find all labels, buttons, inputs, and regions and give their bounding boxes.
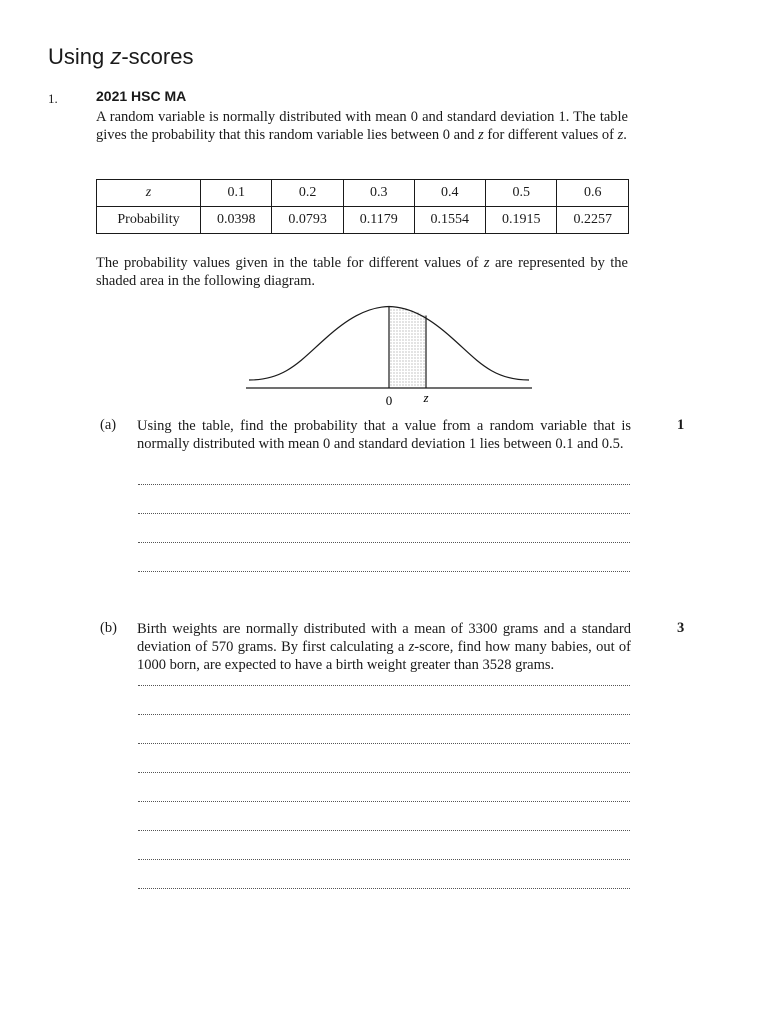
question-source: 2021 HSC MA <box>96 88 187 104</box>
table-cell: 0.0793 <box>272 207 343 234</box>
table-cell: 0.1179 <box>343 207 414 234</box>
answer-line[interactable] <box>138 484 630 485</box>
probability-table <box>96 179 629 234</box>
table-cell: 0.2257 <box>557 207 629 234</box>
answer-line[interactable] <box>138 743 630 744</box>
table-cell: 0.1 <box>201 180 272 207</box>
table-header-z: z <box>97 180 201 207</box>
part-b-label: (b) <box>100 620 117 636</box>
part-b-marks: 3 <box>677 620 685 636</box>
table-header-probability: Probability <box>97 207 201 234</box>
table-cell: 0.6 <box>557 180 629 207</box>
shaded-area <box>389 307 426 389</box>
answer-line[interactable] <box>138 714 630 715</box>
answer-line[interactable] <box>138 888 630 889</box>
answer-line[interactable] <box>138 513 630 514</box>
answer-line[interactable] <box>138 859 630 860</box>
part-a-marks: 1 <box>677 417 685 433</box>
answer-line[interactable] <box>138 685 630 686</box>
part-a-text: Using the table, find the probability that a value from a random variable that is normally distributed with mean 0 and standard deviation 1 lies between 0.1 and 0.5. <box>137 418 631 452</box>
page-title: Using z-scores <box>48 44 194 69</box>
table-cell: 0.1554 <box>414 207 485 234</box>
diagram-description: The probability values given in the table for different values of z are represented by the shaded area in the following diagram. <box>96 255 628 289</box>
answer-line[interactable] <box>138 830 630 831</box>
table-cell: 0.5 <box>486 180 557 207</box>
table-cell: 0.2 <box>272 180 343 207</box>
label-z: z <box>423 390 429 405</box>
question-intro: A random variable is normally distributed with mean 0 and standard deviation 1. The table gives the probability that this random variable lies between 0 and z for different values of z. <box>96 109 628 143</box>
table-cell: 0.4 <box>414 180 485 207</box>
question-number: 1. <box>48 91 58 106</box>
answer-line[interactable] <box>138 772 630 773</box>
table-cell: 0.0398 <box>201 207 272 234</box>
table-row-probability <box>97 207 629 234</box>
table-row-z <box>97 180 629 207</box>
answer-line[interactable] <box>138 571 630 572</box>
table-cell: 0.1915 <box>486 207 557 234</box>
label-zero: 0 <box>385 393 393 408</box>
part-b-text: Birth weights are normally distributed with a mean of 3300 grams and a standard deviation of 570 grams. By first calculating a z-score, find how many babies, out of 1000 born, are expected to have a birth weight greater than 3528 grams. <box>137 621 631 673</box>
part-a-label: (a) <box>100 417 117 433</box>
answer-line[interactable] <box>138 801 630 802</box>
answer-line[interactable] <box>138 542 630 543</box>
table-cell: 0.3 <box>343 180 414 207</box>
normal-curve-diagram <box>246 300 536 412</box>
